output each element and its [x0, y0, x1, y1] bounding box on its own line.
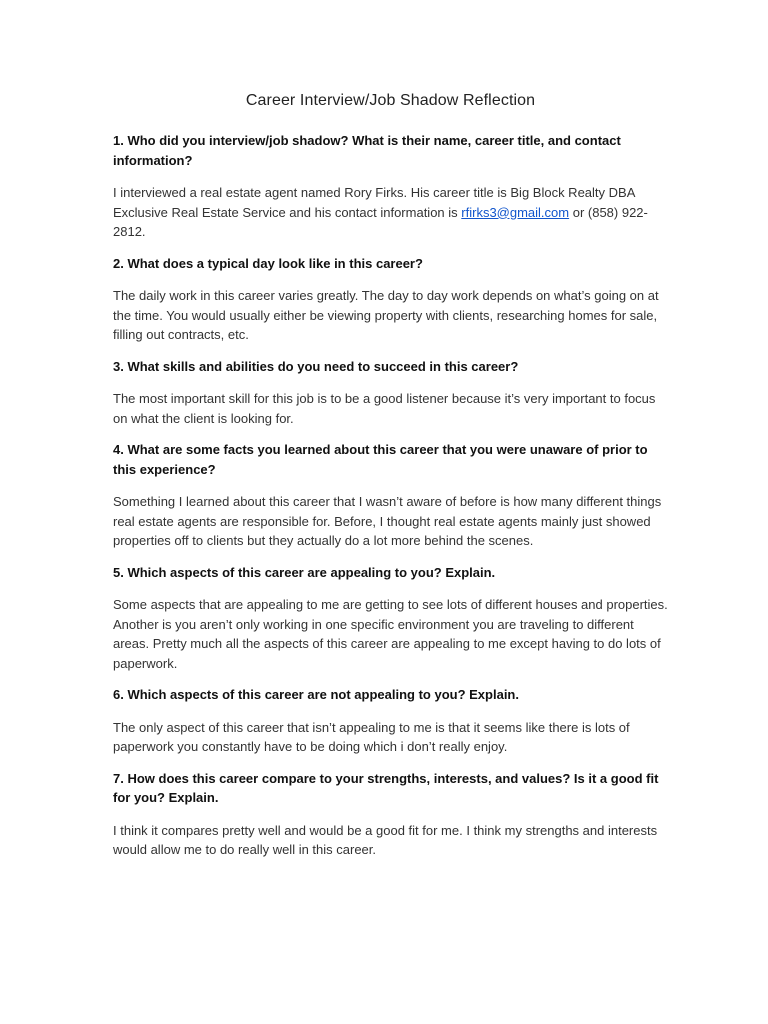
question-6: 6. Which aspects of this career are not appealing to you? Explain. — [113, 687, 519, 702]
section-7 — [113, 769, 668, 860]
answer-7: I think it compares pretty well and would be a good fit for me. I think my strengths and interests would allow me to do really well in this career. — [113, 822, 658, 857]
answer-1 — [113, 183, 668, 242]
section-2 — [113, 254, 668, 345]
section-3 — [113, 357, 668, 429]
section-5 — [113, 563, 668, 674]
answer-1-text: I interviewed a real estate agent named Rory Firks. His career title is Big Block Realty DBA Exclusive Real Estate Service and his contact information is — [113, 185, 635, 220]
section-6 — [113, 685, 668, 757]
section-4 — [113, 440, 668, 551]
question-4: 4. What are some facts you learned about this career that you were unaware of prior to this experience? — [113, 442, 648, 477]
question-1: 1. Who did you interview/job shadow? What is their name, career title, and contact information? — [113, 133, 621, 168]
answer-1-text-end: or (858) 922-2812. — [113, 204, 648, 239]
document-title: Career Interview/Job Shadow Reflection — [245, 92, 536, 109]
question-7: 7. How does this career compare to your strengths, interests, and values? Is it a good fit for you? Explain. — [113, 770, 659, 805]
answer-6: The only aspect of this career that isn’t appealing to me is that it seems like there is lots of paperwork you constantly have to be doing which i don’t really enjoy. — [113, 719, 630, 754]
section-1 — [113, 131, 668, 242]
answer-4: Something I learned about this career that I wasn’t aware of before is how many different things real estate agents are responsible for. Before, I thought real estate agents mainly just showed properties off to clients but they actually do a lot more behind the scenes. — [113, 494, 662, 548]
email-link[interactable]: rfirks3@gmail.com — [461, 204, 570, 220]
answer-3: The most important skill for this job is to be a good listener because it’s very important to focus on what the client is looking for. — [113, 391, 656, 426]
question-2: 2. What does a typical day look like in this career? — [113, 255, 423, 271]
answer-2: The daily work in this career varies greatly. The day to day work depends on what’s going on at the time. You would usually either be viewing property with clients, researching homes for sale, filling out contracts, etc. — [113, 288, 659, 342]
question-5: 5. Which aspects of this career are appealing to you? Explain. — [113, 564, 496, 580]
answer-5: Some aspects that are appealing to me are getting to see lots of different houses and properties. Another is you aren’t only working in one specific environment you are traveling to different areas. Pretty much all the aspects of this career are appealing to me except having to do lots of paperwork. — [113, 597, 668, 671]
question-3: 3. What skills and abilities do you need to succeed in this career? — [113, 358, 519, 374]
